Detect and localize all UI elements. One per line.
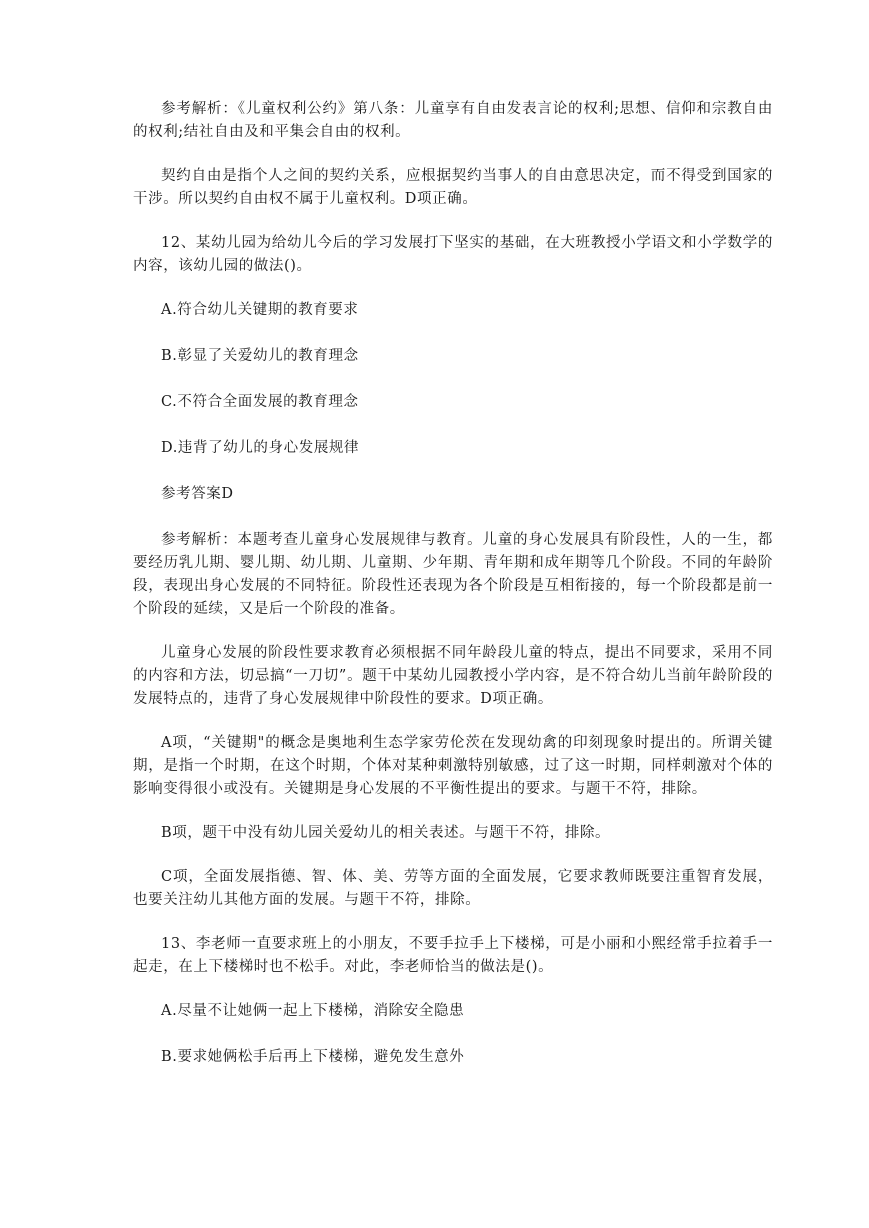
question-12-answer: 参考答案D: [161, 486, 234, 502]
question-13-option-b: B.要求她俩松手后再上下楼梯，避免发生意外: [161, 1049, 465, 1065]
analysis-paragraph-12e: C项，全面发展指德、智、体、美、劳等方面的全面发展，它要求教师既要注重智育发展，也要关注幼儿其他方面的发展。与题干不符，排除。: [133, 869, 773, 908]
question-12-option-d: D.违背了幼儿的身心发展规律: [161, 440, 360, 456]
question-12-option-a: A.符合幼儿关键期的教育要求: [161, 302, 359, 318]
question-12-option-c: C.不符合全面发展的教育理念: [161, 394, 359, 410]
question-12: 12、某幼儿园为给幼儿今后的学习发展打下坚实的基础，在大班教授小学语文和小学数学的内容，该幼儿园的做法()。: [133, 235, 773, 274]
question-13: 13、李老师一直要求班上的小朋友，不要手拉手上下楼梯，可是小丽和小熙经常手拉着手一起走，在上下楼梯时也不松手。对此，李老师恰当的做法是()。: [133, 936, 773, 975]
question-13-option-a: A.尽量不让她俩一起上下楼梯，消除安全隐患: [161, 1003, 465, 1019]
analysis-paragraph-11b: 契约自由是指个人之间的契约关系，应根据契约当事人的自由意思决定，而不得受到国家的干涉。所以契约自由权不属于儿童权利。D项正确。: [133, 168, 773, 207]
analysis-paragraph-12d: B项，题干中没有幼儿园关爱幼儿的相关表述。与题干不符，排除。: [161, 825, 611, 841]
document-page: [133, 98, 773, 1092]
question-12-option-b: B.彰显了关爱幼儿的教育理念: [161, 348, 359, 364]
analysis-paragraph-12a: 参考解析：本题考查儿童身心发展规律与教育。儿童的身心发展具有阶段性，人的一生，都要经历乳儿期、婴儿期、幼儿期、儿童期、少年期、青年期和成年期等几个阶段。不同的年龄阶段，表现出身心发展的不同特征。阶段性还表现为各个阶段是互相衔接的，每一个阶段都是前一个阶段的延续，又是后一个阶段的准备。: [133, 532, 773, 617]
analysis-paragraph-12c: A项，“关键期"的概念是奥地利生态学家劳伦茨在发现幼禽的印刻现象时提出的。所谓关键期，是指一个时期，在这个时期，个体对某种刺激特别敏感，过了这一时期，同样刺激对个体的影响变得很小或没有。关键期是身心发展的不平衡性提出的要求。与题干不符，排除。: [133, 735, 773, 797]
analysis-paragraph-11a: 参考解析：《儿童权利公约》第八条：儿童享有自由发表言论的权利;思想、信仰和宗教自由的权利;结社自由及和平集会自由的权利。: [133, 101, 773, 140]
analysis-paragraph-12b: 儿童身心发展的阶段性要求教育必须根据不同年龄段儿童的特点，提出不同要求，采用不同的内容和方法，切忌搞“一刀切”。题干中某幼儿园教授小学内容，是不符合幼儿当前年龄阶段的发展特点的，违背了身心发展规律中阶段性的要求。D项正确。: [133, 645, 773, 707]
